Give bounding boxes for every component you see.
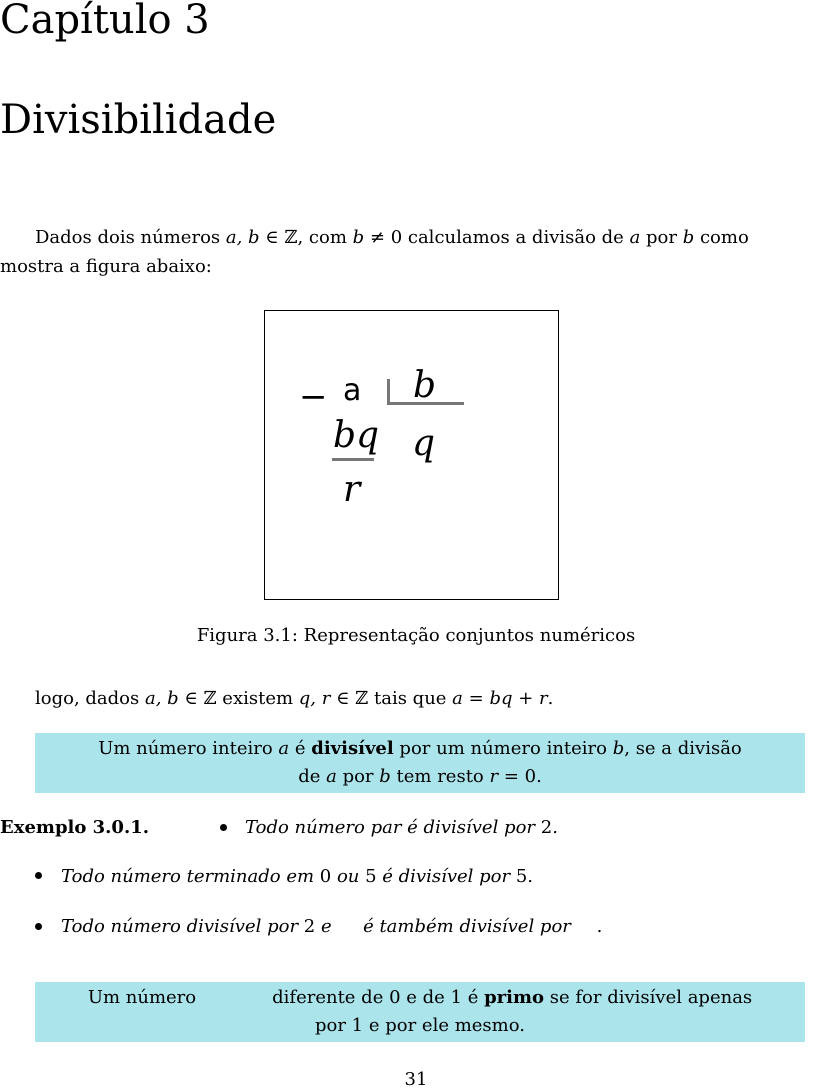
logo-line [35,685,553,713]
intro-text: Dados dois números [35,227,226,248]
example-text: Todo número divisível por [61,916,304,937]
example-text: . [527,866,534,887]
def-text: , se a divisão [624,738,742,759]
def-text: de [298,766,327,787]
page-number: 31 [404,1069,428,1090]
subtraction-line [332,458,374,461]
definition-prime-line-1 [35,984,805,1012]
def-math: b [612,738,625,759]
intro-math: b [352,227,365,248]
remainder: r [343,469,361,510]
example-number: 5 [365,866,377,887]
intro-text: por [640,227,683,248]
product: bq [333,415,380,456]
bullet-dot [35,923,42,930]
def-math: b [379,766,391,787]
intro-text: ≠ 0 calculamos a divisão de [364,227,630,248]
example-text: é também divisível por [357,916,577,937]
logo-text: ∈ ℤ tais que [330,688,453,709]
example-text: Todo número terminado em [61,866,320,887]
prime-text: se for divisível apenas [544,987,753,1008]
divisor: b [413,365,437,406]
intro-line-1 [35,224,749,252]
def-text: por [336,766,380,787]
logo-math: a, b [144,688,179,709]
logo-text: + [512,688,540,709]
example-text: é divisível por [376,866,516,887]
quotient: q [412,423,436,464]
example-number: 2 [540,817,553,838]
example-number: 0 [319,866,332,887]
section-title: Divisibilidade [0,97,277,143]
example-text: e [315,916,338,937]
definition-divisible-box [35,733,805,793]
prime-term: primo [484,987,545,1008]
logo-math: q, r [298,688,331,709]
example-item-3 [61,913,602,941]
def-text: é [289,738,312,759]
example-text: Todo número par é divisível por [245,817,541,838]
definition-divisible-line-2 [35,763,805,791]
logo-math: bq [489,688,513,709]
prime-text: diferente de 0 e de 1 é [272,987,485,1008]
prime-text: Um número [87,987,197,1008]
example-number: 2 [303,916,316,937]
minus-sign: − [299,377,328,417]
example-item-2 [61,863,533,891]
division-figure [264,310,559,600]
def-math: a [278,738,290,759]
def-text: Um número inteiro [98,738,279,759]
def-text: = 0. [498,766,542,787]
definition-prime-box [35,982,805,1042]
intro-math: a [629,227,641,248]
chapter-title: Capítulo 3 [0,0,210,43]
def-math: r [489,766,499,787]
logo-text: logo, dados [35,688,145,709]
dividend: a [343,373,362,408]
example-number: 5 [515,866,528,887]
def-text: por um número inteiro [393,738,613,759]
logo-text: . [547,688,554,709]
def-term-divisivel: divisível [311,738,394,759]
logo-math: r [539,688,548,709]
definition-prime-line-2: por 1 e por ele mesmo. [315,1015,525,1036]
def-text: tem resto [390,766,490,787]
intro-line-2: mostra a figura abaixo: [0,256,212,277]
logo-math: a [452,688,463,709]
logo-text: = [462,688,490,709]
example-text: ou [331,866,366,887]
example-text: . [552,817,558,838]
bullet-dot [35,872,42,879]
intro-math: a, b [225,227,260,248]
logo-text: ∈ ℤ existem [178,688,299,709]
example-item-1 [245,814,558,842]
intro-text: como [694,227,749,248]
definition-divisible-line-1 [35,735,805,763]
intro-math: b [682,227,695,248]
def-math: a [326,766,337,787]
example-text: . [596,916,603,937]
intro-text: ∈ ℤ, com [259,227,353,248]
figure-caption: Figura 3.1: Representação conjuntos numéricos [196,625,636,646]
example-label: Exemplo 3.0.1. [0,817,150,838]
bullet-dot [220,824,227,831]
